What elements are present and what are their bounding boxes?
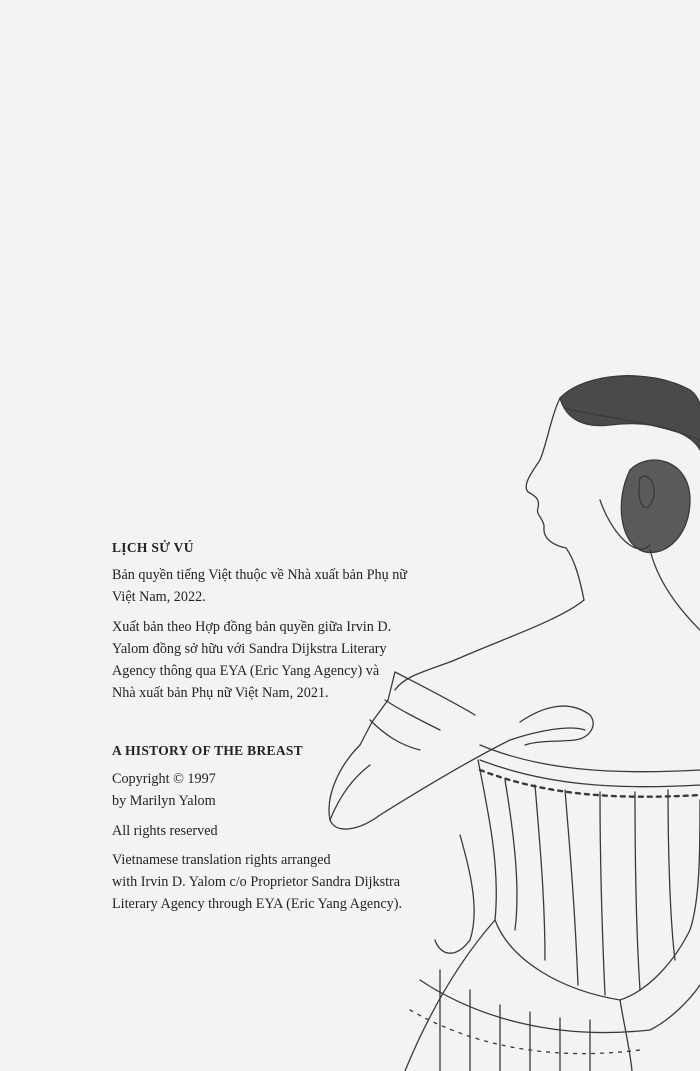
- text-line: Nhà xuất bản Phụ nữ Việt Nam, 2021.: [112, 685, 329, 701]
- text-line: by Marilyn Yalom: [112, 793, 216, 809]
- text-line: Vietnamese translation rights arranged: [112, 852, 331, 868]
- vietnamese-title: LỊCH SỬ VÚ: [112, 540, 194, 555]
- text-line: Việt Nam, 2022.: [112, 589, 206, 605]
- translation-rights-notice: [112, 849, 402, 915]
- text-line: with Irvin D. Yalom c/o Proprietor Sandra Dijkstra: [112, 874, 401, 890]
- text-line: Agency thông qua EYA (Eric Yang Agency) và: [112, 663, 380, 679]
- text-line: Literary Agency through EYA (Eric Yang Agency).: [112, 896, 402, 912]
- vi-contract-notice: [112, 616, 391, 704]
- rights-reserved: All rights reserved: [112, 823, 218, 839]
- braid-bun: [621, 460, 690, 553]
- face-profile: [526, 398, 584, 600]
- text-line: Copyright © 1997: [112, 771, 216, 787]
- text-line: Yalom đồng sở hữu với Sandra Dijkstra Literary: [112, 641, 387, 657]
- vi-copyright-notice: [112, 564, 407, 608]
- text-line: Bản quyền tiếng Việt thuộc về Nhà xuất bản Phụ nữ: [112, 567, 407, 583]
- original-copyright: [112, 768, 216, 812]
- skirt: [405, 920, 495, 1071]
- hair-shape: [560, 376, 700, 450]
- original-title: A HISTORY OF THE BREAST: [112, 743, 303, 758]
- text-line: Xuất bản theo Hợp đồng bản quyền giữa Irvin D.: [112, 619, 392, 635]
